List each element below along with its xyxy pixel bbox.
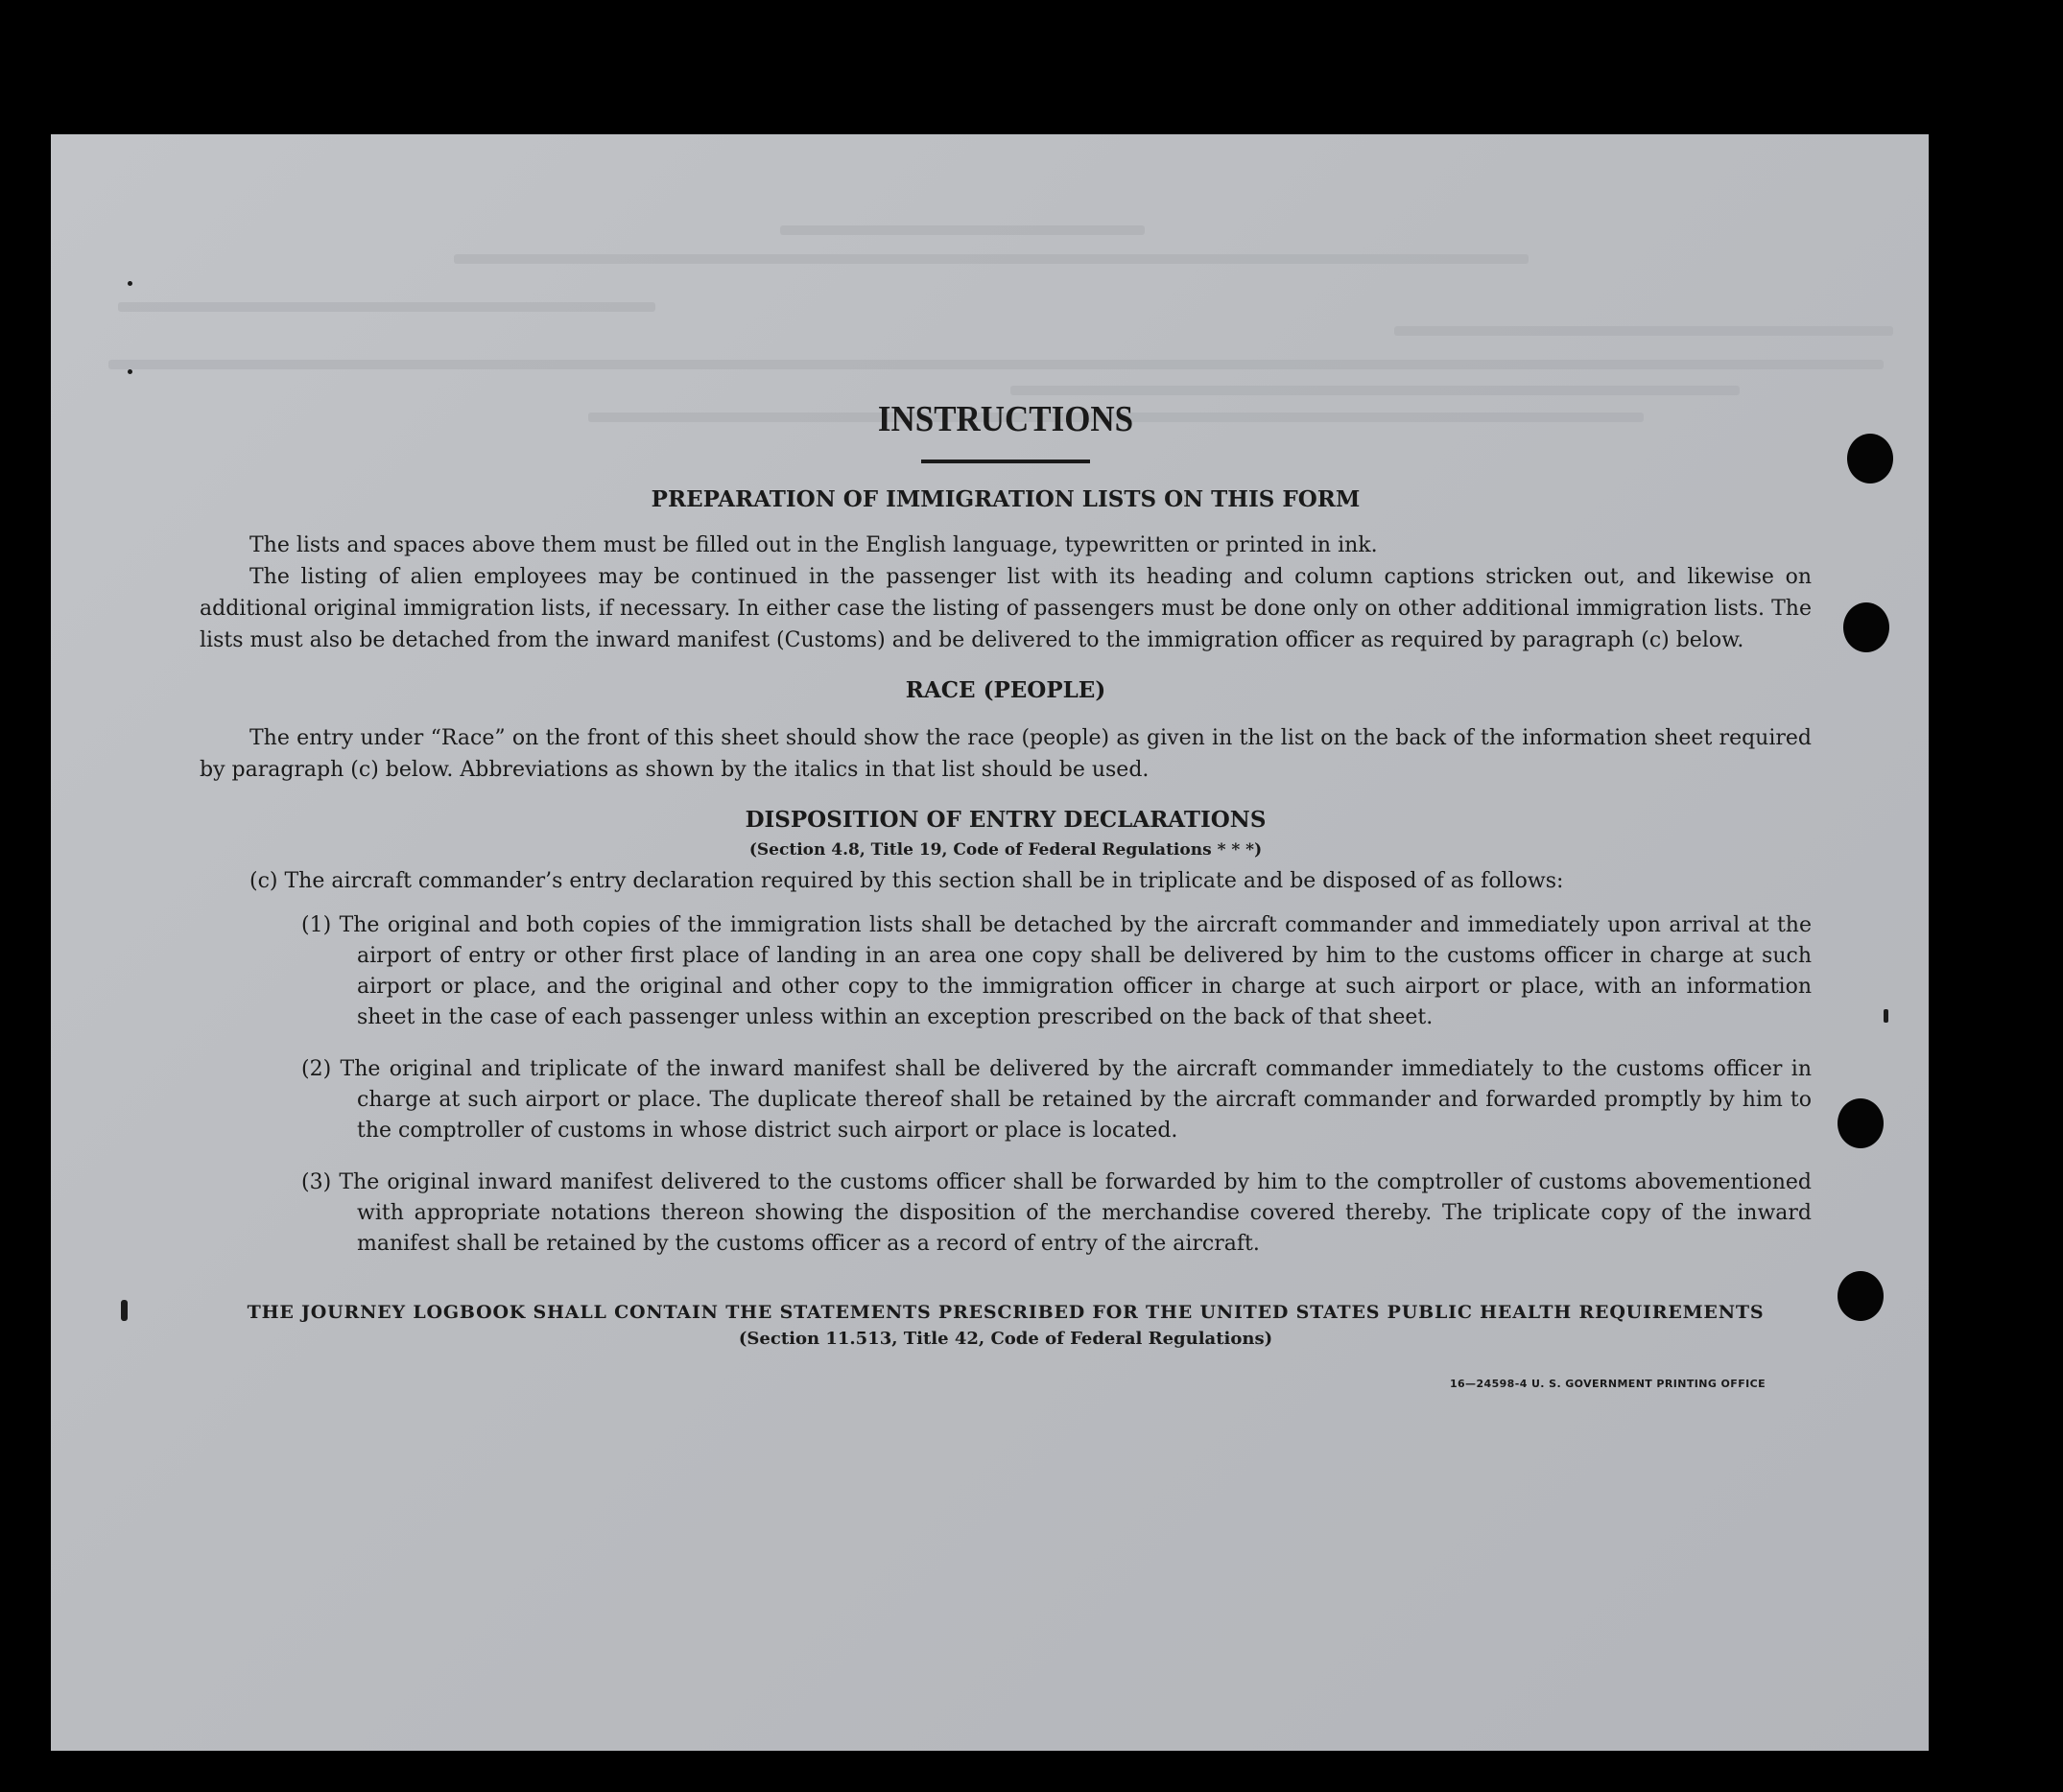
disposition-item-3: (3) The original inward manifest delivered to the customs officer shall be forwarded by him to the comptroller of customs abovementioned with appropriate notations thereon showing the disposition of the merchandise covered thereby. The triplicate copy of the inward manifest shall be retained by the customs officer as a record of entry of the aircraft. <box>301 1170 1812 1256</box>
ink-speck <box>128 369 132 374</box>
disposition-citation: (Section 4.8, Title 19, Code of Federal Regulations * * *) <box>748 840 1263 860</box>
punch-hole <box>1847 434 1893 483</box>
ink-speck <box>121 1300 128 1321</box>
document-content <box>200 398 1812 1390</box>
document-sheet <box>51 134 1929 1751</box>
printer-imprint: 16—24598-4 U. S. GOVERNMENT PRINTING OFFICE <box>1449 1378 1766 1390</box>
punch-hole <box>1838 1098 1884 1148</box>
preparation-paragraph-2: The listing of alien employees may be continued in the passenger list with its heading and column captions stricken out, and likewise on additional original immigration lists, if necessary. In either case the listing of passengers must be done only on other additional immigration lists. The lists must also be detached from the inward manifest (Customs) and be delivered to the immigration officer as required by paragraph (c) below. <box>200 565 1812 652</box>
ink-speck <box>128 281 132 286</box>
journey-logbook-citation: (Section 11.513, Title 42, Code of Federal Regulations) <box>738 1329 1273 1349</box>
ink-speck <box>1884 1009 1888 1023</box>
race-paragraph: The entry under “Race” on the front of this sheet should show the race (people) as given in the list on the back of the information sheet required by paragraph (c) below. Abbreviations as shown by the italics in that list should be used. <box>200 726 1812 782</box>
disposition-item-1: (1) The original and both copies of the immigration lists shall be detached by the aircraft commander and immediately upon arrival at the airport of entry or other first place of landing in an area one copy shall be delivered by him to the customs officer in charge at such airport or place, and the original and other copy to the immigration officer in charge at such airport or place, with an information sheet in the case of each passenger unless within an exception prescribed on the back of that sheet. <box>301 913 1812 1029</box>
preparation-paragraph-1: The lists and spaces above them must be filled out in the English language, typewritten or printed in ink. <box>249 533 1378 557</box>
heading-preparation: PREPARATION OF IMMIGRATION LISTS ON THIS FORM <box>651 486 1361 512</box>
heading-race: RACE (PEOPLE) <box>905 677 1106 703</box>
page-title: INSTRUCTIONS <box>877 399 1134 439</box>
title-underline <box>921 460 1090 463</box>
journey-logbook-statement: THE JOURNEY LOGBOOK SHALL CONTAIN THE STATEMENTS PRESCRIBED FOR THE UNITED STATES PUBLIC HEALTH REQUIREMENTS <box>247 1302 1765 1323</box>
punch-hole <box>1843 602 1889 652</box>
disposition-intro: (c) The aircraft commander’s entry declaration required by this section shall be in triplicate and be disposed of as follows: <box>249 869 1564 893</box>
punch-hole <box>1838 1271 1884 1321</box>
disposition-item-2: (2) The original and triplicate of the inward manifest shall be delivered by the aircraft commander immediately to the customs officer in charge at such airport or place. The duplicate thereof shall be retained by the aircraft commander and forwarded promptly by him to the comptroller of customs in whose district such airport or place is located. <box>301 1057 1812 1143</box>
heading-disposition: DISPOSITION OF ENTRY DECLARATIONS <box>745 807 1267 833</box>
